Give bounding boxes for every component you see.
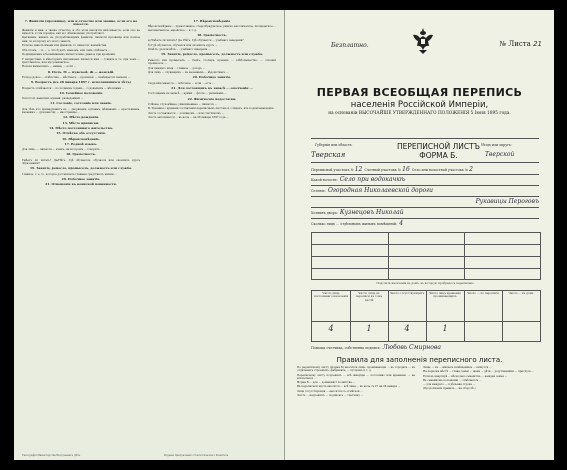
paragraph: Слѣпые, глухонѣмые, умалишенные ... пишется ... [148, 102, 218, 106]
paragraph: 20. Побочное занятіе. [192, 75, 232, 80]
settlement-label: Селеніе: [311, 189, 326, 193]
paragraph: Ремесло или промыселъ ... ткачъ, столяръ, кузнецъ ... хлѣбопашество, ... отхожій промыселъ ... [148, 58, 276, 66]
row1-mid2: Село или волостной участокъ № [411, 168, 469, 172]
paragraph: Цыганамъ, никакъ не употребляющимъ фамиліи, пишется прозвище или полное имя, по которому его всего знаютъ. [22, 36, 140, 43]
instructions-page [14, 10, 285, 460]
paragraph: Лица, ... въ ... жилыхъ помѣщеніяхъ ... пишутся ... [423, 366, 492, 369]
paragraph: 21. Отношеніе къ воинской повинности. [45, 182, 117, 187]
paragraph: 17. Вѣроисповѣданіе [193, 19, 231, 23]
paragraph: Нельзя вымышлять ... имена, ... если ... [22, 65, 77, 69]
census-district-row [311, 166, 539, 173]
instructions-column-1 [22, 18, 140, 189]
paragraph: Фамилія и имя, а также отчество, и обо этом вносится вписывается, если оно не имеется, в том порядке, как его обыкновенно употребляют. [22, 28, 140, 35]
settlement-row [311, 187, 539, 194]
paragraph: 13. Мѣсто приписки. [62, 120, 100, 125]
table-cell-value: 1 [366, 324, 372, 333]
settlement-extra-row [311, 198, 539, 205]
rules-title: Правила для заполненія переписного листа. [336, 356, 503, 364]
form-title-line-1: ПЕРЕПИСНОЙ ЛИСТЪ [397, 142, 480, 151]
paragraph: 15. Отмѣтка объ отсутствіи. [56, 131, 106, 136]
paragraph: Въ семейномъ положеніи ... отмѣчается ... [423, 378, 482, 382]
census-spread [14, 10, 554, 460]
divider [311, 185, 539, 186]
paragraph: 20. Побочное занятіе. [61, 176, 101, 181]
paragraph: 9. Возрастъ (къ 28 января 1897 г. исполнившихся лѣтъ) [31, 80, 131, 85]
paragraph: 11. Сословіе, состояніе или званіе. [50, 101, 112, 106]
legal-basis: на основаніи ВЫСОЧАЙШЕ УТВЕРЖДЕННАГО ПОЛОЖЕНІЯ 5 Іюня 1895 года. [328, 111, 511, 116]
paragraph: 19. Занятіе, ремесло, промыселъ, должность или служба. [29, 166, 133, 171]
paragraph: 10. Семейное положеніе [59, 90, 103, 95]
grid-divider [464, 291, 465, 341]
sheet-number-label: № Листа [499, 40, 531, 48]
table-cell-value: 4 [328, 324, 334, 333]
rules-column-1 [297, 366, 415, 398]
paragraph: Для лицъ ... служащихъ ... въ казенныхъ ... вѣдомствахъ ... [148, 71, 229, 75]
paragraph: На первомъ мѣстѣ ... глава семьи ... жена ... дѣти ... родственники ... прислуга ... [423, 370, 534, 374]
table-column-header: Число ... въ домъ [508, 291, 534, 295]
paragraph: Для лицъ, ... пишется ... языкъ, на которомъ ... говоритъ ... [22, 148, 103, 152]
paragraph: Объ этомъ, ... и, ... о, что будетъ знакомъ, или самъ отвѣчаетъ ... [22, 48, 111, 52]
paragraph: 14. Мѣсто постояннаго жительства. [49, 125, 113, 130]
volost-row [311, 176, 539, 183]
grid-divider [350, 291, 351, 341]
divider [311, 162, 539, 163]
province-label: Губернія или область: [315, 143, 353, 147]
form-title [397, 142, 480, 160]
dwelling-count-label: Сколько лицъ ... отдѣльныхъ жилыхъ помѣщеній: [311, 222, 398, 226]
volost-value: Село при водокачкѣ [339, 176, 406, 183]
paragraph: 12. Мѣсто рожденія. [62, 115, 100, 120]
table-column-header: Число лицъ въ переписи въ томъ числѣ [355, 291, 383, 302]
divider [311, 138, 539, 139]
table-column-header: Число отсутствующихъ [389, 291, 425, 295]
settlement-extra-value: Рукавицы Пероговъ [475, 198, 539, 205]
householder-row [311, 209, 539, 216]
paragraph: В. Указаніе о времени составленія переписныхъ листовъ и о лицахъ, ихъ подписывающихъ. [148, 107, 275, 111]
census-form-page [285, 10, 554, 460]
sheet-number-value: 21 [533, 40, 542, 48]
paragraph: 21. Для состоящихъ въ запасѣ ... ополченіи ... [171, 85, 253, 90]
paragraph: Листъ ... надлежитъ ... подписать ... счетчику ... [297, 394, 364, 398]
district-value: Тверской [485, 151, 515, 158]
sheet-number [500, 40, 542, 48]
paragraph: Возрастъ отмѣчается ... по полнымъ годамъ ... годовалымъ — мѣсяцами ... [22, 86, 125, 90]
paragraph: Для каждаго лица ... главное ... доходъ ... [148, 66, 206, 70]
paragraph: Подкидышамъ и безымяннымъ пишется имя, данное при крещеніи. [22, 53, 116, 57]
signature-value: Любовь Смирнова [382, 344, 441, 351]
grid-divider [388, 291, 389, 341]
census-subtitle: населенія Россійской Имперіи, [350, 100, 489, 110]
paragraph: 18. Грамотность. [197, 32, 227, 37]
signature-row [311, 344, 539, 351]
paragraph: Листъ заполняется ... въ ночь ... на 28 января 1897 года ... [148, 116, 229, 120]
settlement-value: Огородная Николаевской дороги [327, 187, 434, 194]
paragraph: Отвѣтъ: да или нѣтъ, ... учебнаго заведенія ... [148, 48, 211, 52]
divider [311, 207, 539, 208]
counts-table [311, 290, 541, 342]
paragraph: Состоящимъ въ запасѣ ... армии ... флота ... ратникамъ ... [148, 92, 227, 96]
grid-line [312, 256, 540, 257]
paragraph: 19. Занятіе, ремесло, промыселъ, должность или служба. [160, 52, 264, 57]
grid-divider [426, 291, 427, 341]
row1-mid: Счетный участокъ № [364, 168, 402, 172]
paragraph: По переписному листу (форма Б) вносятся лица, проживающія ... въ городахъ ... въ отдѣльныхъ строеніяхъ, фабрикахъ, ... хуторахъ и т. д. [297, 366, 415, 373]
row1-prefix: Переписной участокъ № [311, 168, 354, 172]
table-column-header: Число ... по переписи [466, 291, 500, 295]
paragraph: Листъ составляется ... хозяиномъ ... или счетчикомъ ... [148, 111, 225, 115]
paragraph: (Продолженіе правилъ ... на оборотѣ.) [423, 387, 476, 391]
imperial-eagle-icon [411, 26, 435, 56]
rules-column-2 [423, 366, 543, 392]
divider [311, 174, 539, 175]
paragraph: Умѣетъ ли читать? Да/Нѣтъ. Гдѣ обучается, обучался или окончилъ курсъ образованія? [22, 158, 140, 166]
paragraph: Переписному листу подлежатъ ... всѣ живущіе ... постоянно или временно ... не исключая и ... [297, 373, 415, 380]
divider [311, 218, 539, 219]
paragraph: ... для каждаго ... отдѣльная строка ... [423, 383, 476, 387]
householder-label: Хозяинъ двора: [311, 211, 338, 215]
table-cell-value: 1 [442, 324, 448, 333]
paragraph: Форма Б ... для ... домашняго хозяйства ... [297, 381, 356, 385]
dwelling-count-row [311, 220, 539, 227]
volost-label: Какой волости: [311, 178, 338, 182]
paragraph: Въ переписной листъ вносятся ... всѣ лица ... въ ночь съ 27 на 28 января ... [297, 385, 401, 389]
table-column-header: Число лицъ постояннаго населенія [313, 291, 349, 299]
table-header: Подсчетъ населенія въ домъ, въ которую пробралось переписано [376, 281, 474, 285]
publisher-footer: Изданіе Центральнаго Статистическаго Комитета [164, 454, 229, 457]
paragraph: Главное, т. е. то, которое доставляетъ главныя средства къ жизни ... [22, 172, 117, 176]
grid-line [312, 321, 540, 322]
grid-line [312, 244, 540, 245]
paragraph: Сюда вписывается ... побочное ... если ... есть ... [148, 81, 215, 85]
paragraph: Вѣроисповѣданіе ... православное, старообрядческое, римско-католическое, лютеранское ... магометанское, еврейское ... и т. д. [148, 25, 276, 32]
district-label: Уѣздъ или округъ: [481, 143, 512, 147]
province-value: Тверская [311, 151, 346, 159]
village-district-number: 2 [469, 166, 473, 173]
paragraph: Для тѣхъ кто принадлежитъ къ ... дворянамъ, купцамъ, мѣщанамъ ... крестьянамъ, казакамъ ... духовенству ... иностранцы ... [22, 107, 140, 115]
paragraph: Если не знаютъ имени или фамиліи, то пишется: неизвѣстна. [22, 44, 108, 48]
paragraph: У нехристіанъ и нѣкоторыхъ иноземцевъ пишется имя ... ставить и то, при чемъ ... христіанское, или мусульманское. [22, 57, 140, 64]
paragraph: Холостой, женатый, вдовый, разведенный ... [22, 97, 84, 101]
grid-divider [502, 291, 503, 341]
paragraph: 18. Грамотность. [66, 152, 96, 157]
paragraph: Если въ квартирѣ ... нѣсколько семействъ ... каждая семья ... [423, 374, 508, 378]
paragraph: Если родовое ... отвѣтствіе ... мѣстныхъ ... прописью ... помѣщается сначала ... [22, 75, 131, 79]
paragraph: Лица отсутствующія ... вносятся съ отмѣткой ... [297, 389, 363, 393]
table-column-header: Число лицъ временно проживающихъ [428, 291, 462, 299]
paragraph: 16. Вѣроисповѣданіе. [62, 136, 100, 141]
divider [311, 196, 539, 197]
form-title-line-2: ФОРМА Б. [419, 151, 458, 160]
grid-line [312, 268, 540, 269]
census-district-number: 12 [354, 166, 363, 173]
printer-footer: Типографія Министерства Внутреннихъ Дѣлъ [22, 454, 81, 457]
paragraph: 17. Родной языкъ. [64, 141, 98, 146]
free-label: Безплатно. [331, 42, 369, 49]
paragraph: а) Умѣетъ ли читать? Да. Нѣтъ. Гдѣ обучается ... учебнаго заведенія? [148, 39, 244, 43]
paragraph: 22. Физическіе недостатки. [187, 96, 237, 101]
dwelling-count-value: 4 [399, 220, 404, 227]
paragraph: 7. Фамилія (прозвище), или и отчество или звание, если его не имеется. [24, 19, 138, 27]
census-title: ПЕРВАЯ ВСЕОБЩАЯ ПЕРЕПИСЬ [316, 86, 523, 99]
instructions-column-2 [148, 18, 276, 121]
table-cell-value: 4 [404, 324, 410, 333]
counting-district-number: 16 [402, 166, 410, 173]
paragraph: 8. Полъ. М — мужской, Ж — женскій. [47, 69, 115, 74]
paragraph: б) Гдѣ обучается, обучался или окончилъ курсъ ... [148, 43, 218, 47]
upper-grid [311, 232, 541, 280]
signature-label: Помощь счетчика, собственна подпись: [311, 346, 381, 350]
householder-value: Кузнецовъ Николай [339, 209, 404, 216]
